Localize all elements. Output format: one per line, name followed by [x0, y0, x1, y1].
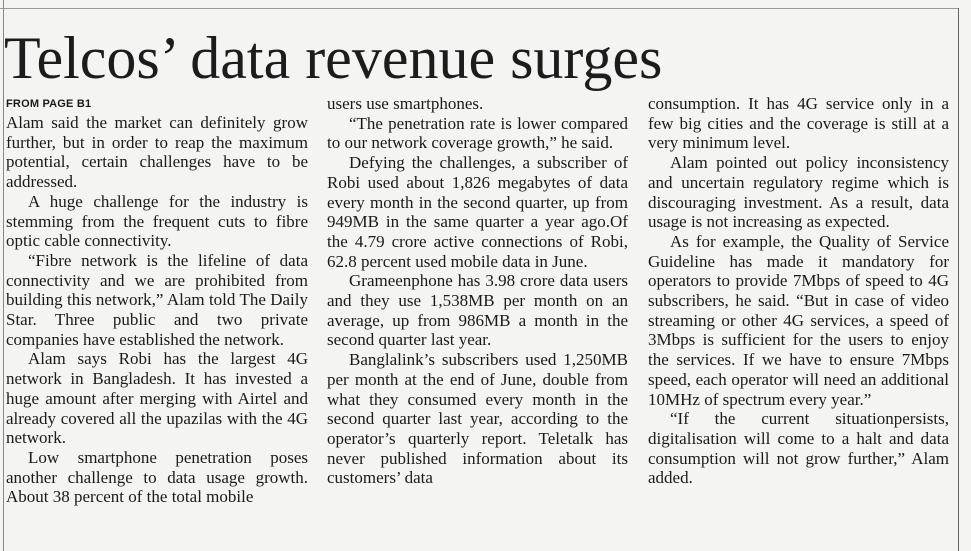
- paragraph: Defying the challenges, a subscriber of Robi used about 1,826 megabytes of data every month in the second quarter, up from 949MB in the same quarter a year ago.Of the 4.79 crore active connections of Robi, 62.8 percent used mobile data in June.: [327, 153, 628, 271]
- paragraph: users use smartphones.: [327, 94, 484, 113]
- paragraph: As for example, the Quality of Service Guideline has made it mandatory for operators to provide 7Mbps of speed to 4G subscribers, he said. “But in case of video streaming or other 4G services, a speed of 3Mbps is sufficient for the users to enjoy the services. If we have to ensure 7Mbps speed, each operator will need an additional 10MHz of spectrum every year.”: [648, 231, 949, 409]
- kicker: FROM PAGE B1: [6, 98, 92, 110]
- paragraph: Banglalink’s subscribers used 1,250MB per month at the end of June, double from what they consumed every month in the second quarter last year, according to the operator’s quarterly report. Teletalk has never published information about its customers’ data: [327, 350, 628, 488]
- paragraph: Alam said the market can definitely grow further, but in order to reap the maximum potential, certain challenges have to be addressed.: [6, 113, 308, 192]
- paragraph: “The penetration rate is lower compared to our network coverage growth,” he said.: [327, 113, 628, 153]
- column-3: [648, 94, 949, 488]
- headline: Telcos’ data revenue surges: [4, 25, 663, 91]
- paragraph: Low smartphone penetration poses another challenge to data usage growth. About 38 percent of the total mobile: [6, 447, 308, 507]
- paragraph: “Fibre network is the lifeline of data connectivity and we are prohibited from building this network,” Alam told The Daily Star. Three public and two private companies have established the network.: [6, 250, 308, 349]
- paragraph: Alam pointed out policy inconsistency and uncertain regulatory regime which is discouraging investment. As a result, data usage is not increasing as expected.: [648, 153, 949, 232]
- paragraph: A huge challenge for the industry is stemming from the frequent cuts to fibre optic cable connectivity.: [6, 191, 308, 251]
- column-2: [327, 94, 628, 488]
- paragraph: consumption. It has 4G service only in a few big cities and the coverage is still at a very minimum level.: [648, 94, 949, 153]
- column-1: [6, 96, 308, 507]
- paragraph: Alam says Robi has the largest 4G network in Bangladesh. It has invested a huge amount after merging with Airtel and already covered all the upazilas with the 4G network.: [6, 349, 308, 448]
- top-rule: [0, 8, 958, 9]
- right-column-rule: [958, 8, 959, 551]
- paragraph: “If the current situationpersists, digitalisation will come to a halt and data consumption will not grow further,” Alam added.: [648, 409, 949, 488]
- paragraph: Grameenphone has 3.98 crore data users and they use 1,538MB per month on an average, up from 986MB a month in the second quarter last year.: [327, 271, 628, 350]
